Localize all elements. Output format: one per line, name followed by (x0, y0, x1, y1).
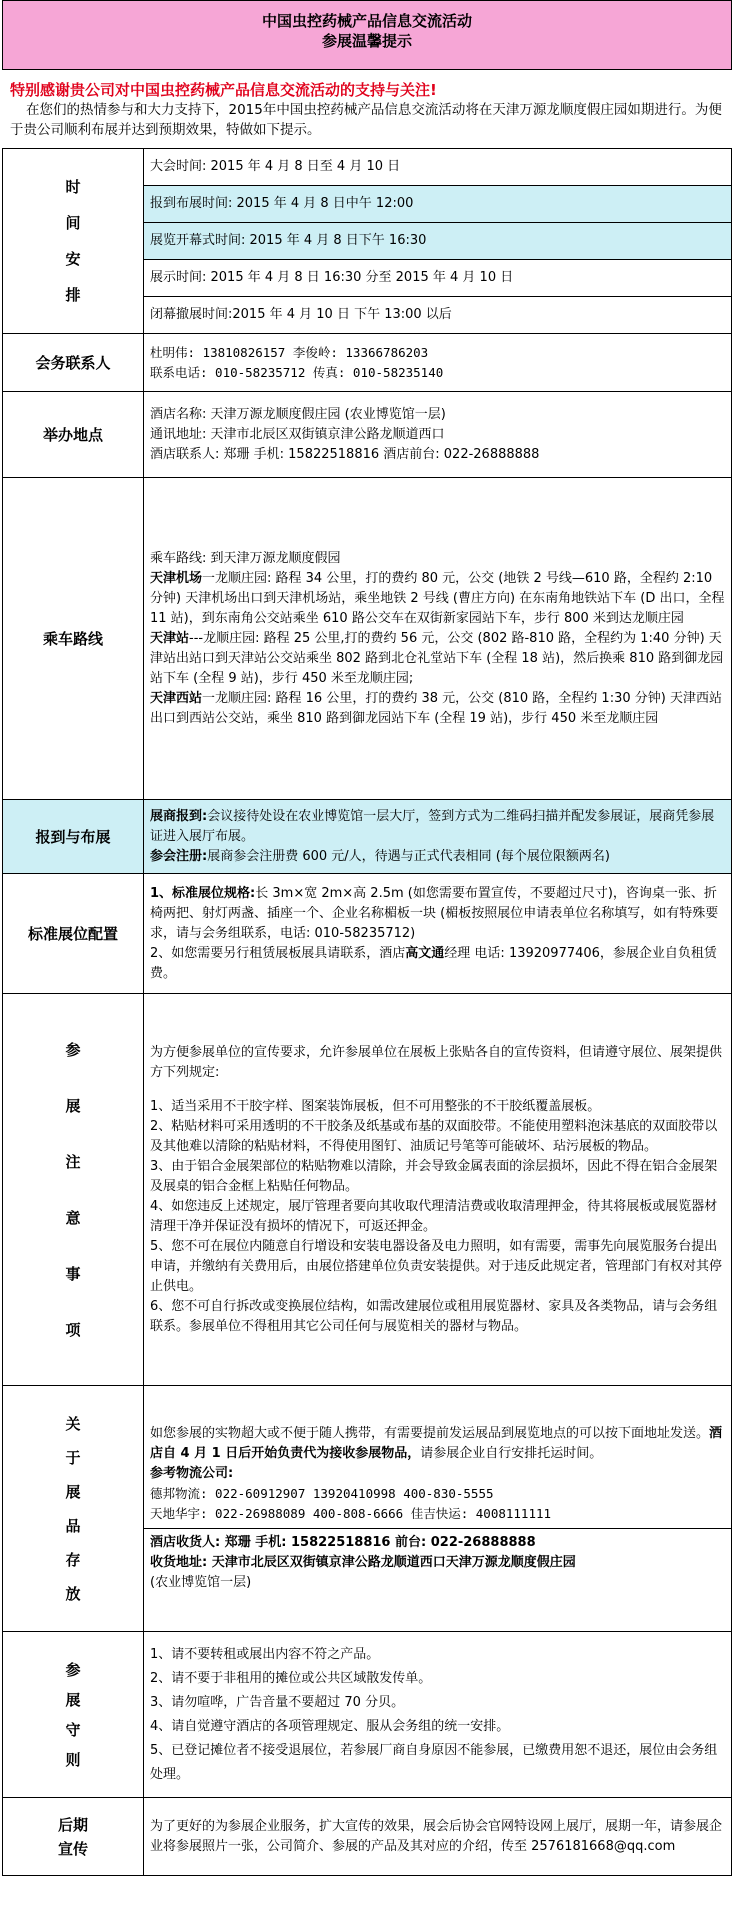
rules-item: 1、请不要转租或展出内容不符之产品。 (150, 1646, 380, 1662)
logistics-line: 德邦物流: 022-60912907 13920410998 400-830-5555 (150, 1486, 494, 1501)
route-airport-text: 一龙顺庄园: 路程 34 公里，打的费约 80 元，公交 (地铁 2 号线—610 路，全程约 2:10 分钟) 天津机场出口到天津机场站，乘坐地铁 2 号线 (曹庄方向) 在东南角地铁站下车 (D 出口，全程 11 站)，到东南角公交站乘坐 610 路公交车在双街新家园站下车，步行 800 米到达龙顺庄园 (150, 570, 725, 626)
page-title: 中国虫控药械产品信息交流活动 (261, 12, 472, 30)
receiver-line: 酒店收货人: 郑珊 手机: 15822518816 前台: 022-26888888 (150, 1535, 536, 1550)
route-label: 乘车路线 (3, 478, 144, 800)
schedule-row: 闭幕撤展时间:2015 年 4 月 10 日 下午 13:00 以后 (144, 296, 731, 333)
registration-fee (150, 847, 725, 867)
notes-item: 5、您不可在展位内随意自行增设和安装电器设备及电力照明，如有需要，需事先向展览服务台提出申请，并缴纳有关费用后，由展位搭建单位负责安装提供。对于违反此规定者，管理部门有权对其停止供电。 (150, 1238, 723, 1294)
contacts-content (144, 334, 732, 392)
booth-item-1-text: 长 3m×宽 2m×高 2.5m (如您需要布置宣传，不要超过尺寸)，咨询桌一张、折椅两把、射灯两盏、插座一个、企业名称楣板一块 (楣板按照展位申请表单位名称填写，如有特殊要求，请与会务组联系，电话: 010-58235712) (150, 885, 719, 941)
route-intro: 乘车路线: 到天津万源龙顺度假园 (150, 550, 341, 566)
logistics-title: 参考物流公司: (150, 1466, 234, 1481)
address-line: 收货地址: 天津市北辰区双街镇京津公路龙顺道西口天津万源龙顺度假庄园 (150, 1555, 576, 1570)
notes-label (3, 994, 144, 1386)
registration-reg-title: 展商报到: (150, 808, 208, 824)
storage-text-bold: 酒店自 4 月 1 日后开始负责代为接收参展物品， (150, 1426, 723, 1461)
route-airport-title: 天津机场 (150, 570, 203, 586)
notes-label-text: 参展注意事项 (65, 1040, 81, 1339)
booth-item-1-title: 1、标准展位规格: (150, 885, 256, 901)
header-banner (2, 0, 732, 70)
route-station-text: ---龙顺庄园: 路程 25 公里,打的费约 56 元，公交 (802 路-810 路，全程约为 1:40 分钟) 天津站出站口到天津站公交站乘坐 802 路到北仓礼堂站下车 (全程 18 站)，然后换乘 810 路到御龙园站下车 (全程 9 站)，步行 450 米至龙顺庄园; (150, 630, 724, 686)
schedule-row: 展示时间: 2015 年 4 月 8 日 16:30 分至 2015 年 4 月 10 日 (144, 259, 731, 296)
booth-label: 标准展位配置 (3, 874, 144, 994)
logistics-line: 天地华宇: 022-26988089 400-808-6666 佳吉快运: 4008111111 (150, 1506, 552, 1521)
rules-label (3, 1632, 144, 1798)
venue-line: 通讯地址: 天津市北辰区双街镇京津公路龙顺道西口 (150, 426, 445, 442)
route-airport (150, 569, 725, 629)
registration-reg (150, 807, 725, 847)
storage-label (3, 1386, 144, 1632)
storage-text-pre: 如您参展的实物超大或不便于随人携带，有需要提前发运展品到展览地点的可以按下面地址发送。 (150, 1426, 710, 1441)
rules-content (144, 1632, 732, 1798)
notes-item: 4、如您违反上述规定，展厅管理者要向其收取代理清洁费或收取清理押金，待其将展板或展览器材清理干净并保证没有损坏的情况下，可返还押金。 (150, 1198, 718, 1234)
venue-content (144, 392, 732, 478)
notes-item: 6、您不可自行拆改或变换展位结构，如需改建展位或租用展览器材、家具及各类物品，请与会务组联系。参展单位不得租用其它公司任何与展览相关的器材与物品。 (150, 1298, 718, 1334)
booth-item-2-pre: 2、如您需要另行租赁展板展具请联系，酒店 (150, 945, 406, 961)
rules-item: 2、请不要于非租用的摊位或公共区域散发传单。 (150, 1670, 432, 1686)
storage-text (150, 1424, 725, 1464)
contacts-line: 联系电话: 010-58235712 传真: 010-58235140 (150, 364, 444, 380)
venue-line: 酒店名称: 天津万源龙顺度假庄园 (农业博览馆一层) (150, 406, 446, 422)
route-content (144, 478, 732, 800)
rules-item: 3、请勿喧哗，广告音量不要超过 70 分贝。 (150, 1694, 405, 1710)
notes-item: 3、由于铝合金展架部位的粘贴物难以清除，并会导致金属表面的涂层损坏，因此不得在铝合金展架及展桌的铝合金框上粘贴任何物品。 (150, 1158, 718, 1194)
intro-paragraph: 在您们的热情参与和大力支持下，2015年中国虫控药械产品信息交流活动将在天津万源龙顺度假庄园如期进行。为便于贵公司顺利布展并达到预期效果，特做如下提示。 (10, 102, 722, 138)
schedule-row: 大会时间: 2015 年 4 月 8 日至 4 月 10 日 (150, 159, 401, 174)
notes-content (144, 994, 732, 1386)
thanks-line: 特别感谢贵公司对中国虫控药械产品信息交流活动的支持与关注! (10, 81, 437, 99)
contacts-label: 会务联系人 (3, 334, 144, 392)
route-west-text: 一龙顺庄园: 路程 16 公里，打的费约 38 元，公交 (810 路，全程约 1:30 分钟) 天津西站出口到西站公交站，乘坐 810 路到御龙园站下车 (全程 19 站)，步行 450 米至龙顺庄园 (150, 690, 722, 726)
registration-label: 报到与布展 (3, 800, 144, 874)
storage-label-text: 关于展品存放 (65, 1414, 81, 1603)
booth-content (144, 874, 732, 994)
rules-item: 5、已登记摊位者不接受退展位，若参展厂商自身原因不能参展，已缴费用恕不退还，展位由会务组处理。 (150, 1742, 718, 1782)
booth-item-2-post: 经理 电话: 13920977406，参展企业自负租赁费。 (150, 945, 717, 981)
route-station-title: 天津站 (150, 630, 190, 646)
publicity-label (3, 1798, 144, 1876)
rules-label-text: 参展守则 (65, 1660, 81, 1769)
booth-item-1 (150, 884, 725, 944)
contacts-line: 杜明伟: 13810826157 李俊岭: 13366786203 (150, 344, 429, 360)
flyer (2, 0, 732, 1876)
info-table (2, 148, 732, 1876)
route-west-title: 天津西站 (150, 690, 203, 706)
storage-top (144, 1420, 731, 1528)
storage-content (144, 1386, 732, 1632)
storage-bottom (144, 1528, 731, 1597)
schedule-content (144, 149, 732, 334)
page-subtitle: 参展温馨提示 (321, 32, 412, 50)
storage-text-post: 请参展企业自行安排托运时间。 (420, 1446, 603, 1461)
booth-item-2 (150, 944, 725, 984)
booth-contact-name: 高文通 (405, 945, 445, 961)
schedule-label (3, 149, 144, 334)
notes-intro: 为方便参展单位的宣传要求，允许参展单位在展板上张贴各自的宣传资料，但请遵守展位、展架提供方下列规定: (150, 1044, 723, 1080)
route-station (150, 629, 725, 689)
route-west (150, 689, 725, 729)
schedule-label-text: 时间安排 (65, 178, 81, 304)
venue-label: 举办地点 (3, 392, 144, 478)
registration-fee-text: 展商参会注册费 600 元/人，待遇与正式代表相同 (每个展位限额两名) (207, 848, 610, 864)
publicity-text: 为了更好的为参展企业服务，扩大宣传的效果，展会后协会官网特设网上展厅，展期一年，请参展企业将参展照片一张，公司简介、参展的产品及其对应的介绍，传至 2576181668@qq.com (150, 1818, 723, 1854)
notes-item: 1、适当采用不干胶字样、图案装饰展板，但不可用整张的不干胶纸覆盖展板。 (150, 1098, 601, 1114)
notes-item: 2、粘贴材料可采用透明的不干胶条及纸基或布基的双面胶带。不能使用塑料泡沫基底的双面胶带以及其他难以清除的粘贴材料，不得使用图钉、油质记号笔等可能破坏、玷污展板的物品。 (150, 1118, 718, 1154)
address-note: (农业博览馆一层) (150, 1575, 252, 1590)
registration-reg-text: 会议接待处设在农业博览馆一层大厅，签到方式为二维码扫描并配发参展证，展商凭参展证进入展厅布展。 (150, 808, 715, 844)
registration-fee-title: 参会注册: (150, 848, 208, 864)
registration-content (144, 800, 732, 874)
publicity-content (144, 1798, 732, 1876)
venue-line: 酒店联系人: 郑珊 手机: 15822518816 酒店前台: 022-26888888 (150, 446, 540, 462)
publicity-label-text: 后期宣传 (57, 1815, 88, 1858)
schedule-row: 报到布展时间: 2015 年 4 月 8 日中午 12:00 (144, 185, 731, 222)
rules-item: 4、请自觉遵守酒店的各项管理规定、服从会务组的统一安排。 (150, 1718, 510, 1734)
schedule-row: 展览开幕式时间: 2015 年 4 月 8 日下午 16:30 (144, 222, 731, 259)
